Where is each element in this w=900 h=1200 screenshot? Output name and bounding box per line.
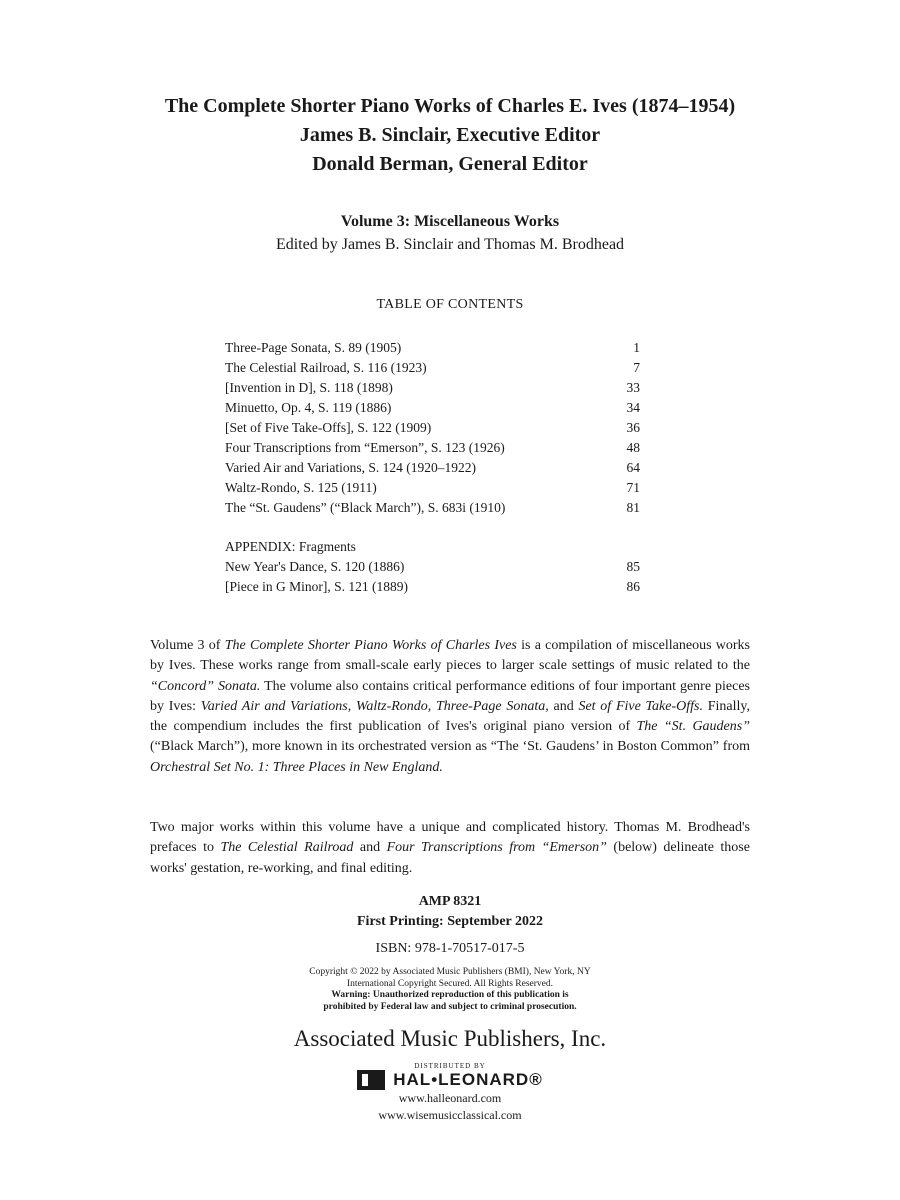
italic-title: Orchestral Set No. 1: Three Places in New England. <box>150 759 443 775</box>
toc-row <box>225 577 640 597</box>
publisher-urls <box>0 1090 900 1124</box>
toc-page: 64 <box>626 460 640 475</box>
italic-title: Set of Five Take-Offs. <box>578 698 703 714</box>
italic-title: “Concord” Sonata. <box>150 678 261 694</box>
isbn: ISBN: 978-1-70517-017-5 <box>375 941 525 956</box>
toc-title: [Set of Five Take-Offs], S. 122 (1909) <box>225 420 432 435</box>
hal-leonard-logo-icon <box>357 1070 385 1090</box>
toc-row <box>225 418 640 438</box>
toc-title: New Year's Dance, S. 120 (1886) <box>225 559 405 574</box>
italic-title: The “St. Gaudens” <box>636 719 751 735</box>
description-paragraph <box>150 636 750 778</box>
copyright-line: International Copyright Secured. All Rights Reserved. <box>346 978 554 989</box>
toc-title: Three-Page Sonata, S. 89 (1905) <box>225 340 402 355</box>
italic-title: Varied Air and Variations, Waltz-Rondo, Three-Page Sonata, <box>200 698 549 714</box>
toc-title: The “St. Gaudens” (“Black March”), S. 683i (1910) <box>225 500 506 515</box>
toc-page: 7 <box>633 360 640 375</box>
italic-title: Four Transcriptions from “Emerson” <box>386 840 607 856</box>
toc-title: Varied Air and Variations, S. 124 (1920–1922) <box>225 460 476 475</box>
toc-page: 86 <box>626 579 640 594</box>
italic-title: The Celestial Railroad <box>220 840 354 856</box>
toc-row <box>225 358 640 378</box>
copyright-line: Copyright © 2022 by Associated Music Publishers (BMI), New York, NY <box>309 967 591 977</box>
volume-editors: Edited by James B. Sinclair and Thomas M. Brodhead <box>275 236 625 253</box>
toc-row <box>225 438 640 458</box>
toc-title: [Piece in G Minor], S. 121 (1889) <box>225 579 408 594</box>
volume-title: Volume 3: Miscellaneous Works <box>340 213 560 230</box>
history-paragraph <box>150 818 750 879</box>
book-header <box>0 92 900 179</box>
toc-row <box>225 378 640 398</box>
copyright-notice <box>0 967 900 1013</box>
toc-row <box>225 498 640 518</box>
distributor-logo <box>0 1070 900 1090</box>
text: (“Black March”), more known in its orchestrated version as “The ‘St. Gaudens’ in Boston Common” from <box>150 739 750 755</box>
catalog-info <box>0 892 900 932</box>
toc-page: 1 <box>633 340 640 355</box>
toc-page: 34 <box>626 400 640 415</box>
warning-line: prohibited by Federal law and subject to criminal prosecution. <box>323 1001 577 1012</box>
text: Volume 3 of <box>150 638 225 653</box>
toc-title: [Invention in D], S. 118 (1898) <box>225 380 393 395</box>
toc-page: 81 <box>626 500 640 515</box>
general-editor: Donald Berman, General Editor <box>312 153 588 175</box>
catalog-number: AMP 8321 <box>418 894 482 909</box>
text: and <box>353 840 387 856</box>
executive-editor: James B. Sinclair, Executive Editor <box>299 124 601 146</box>
toc-title: The Celestial Railroad, S. 116 (1923) <box>225 360 427 375</box>
toc-page: 36 <box>626 420 640 435</box>
toc-heading: TABLE OF CONTENTS <box>376 297 524 312</box>
printing-date: First Printing: September 2022 <box>357 914 543 929</box>
toc-page: 33 <box>626 380 640 395</box>
toc-row <box>225 398 640 418</box>
toc-title: Waltz-Rondo, S. 125 (1911) <box>225 480 377 495</box>
publisher-name: Associated Music Publishers, Inc. <box>293 1026 607 1051</box>
warning-line: Warning: Unauthorized reproduction of this publication is <box>331 990 569 1000</box>
url-link[interactable]: www.halleonard.com <box>398 1091 502 1105</box>
toc-row <box>225 478 640 498</box>
series-title: The Complete Shorter Piano Works of Charles E. Ives (1874–1954) <box>164 95 736 117</box>
distributed-by: DISTRIBUTED BY <box>414 1062 486 1070</box>
toc-title: Four Transcriptions from “Emerson”, S. 123 (1926) <box>225 440 505 455</box>
toc-row <box>225 557 640 577</box>
text: Finally, the compendium includes the first publication of Ives's original piano version of <box>150 698 750 735</box>
text: and <box>548 698 579 714</box>
appendix-heading-row <box>225 537 640 557</box>
toc-title: Minuetto, Op. 4, S. 119 (1886) <box>225 400 392 415</box>
distributor-name: HAL•LEONARD® <box>393 1070 543 1089</box>
appendix-heading: APPENDIX: Fragments <box>225 539 356 554</box>
toc-row <box>225 338 640 358</box>
text: is a compilation of miscellaneous works by Ives. These works range from small-scale early pieces to larger scale settings of music related to the <box>150 638 750 674</box>
toc-row <box>225 458 640 478</box>
text: Two major works within this volume have a unique and complicated history. Thomas M. Brodhead's prefaces to <box>150 820 750 856</box>
toc-page: 71 <box>626 480 640 495</box>
table-of-contents <box>225 338 640 597</box>
toc-page: 85 <box>626 559 640 574</box>
italic-title: The Complete Shorter Piano Works of Charles Ives <box>224 638 517 653</box>
toc-page: 48 <box>626 440 640 455</box>
text: The volume also contains critical performance editions of four important genre pieces by Ives: <box>150 678 750 714</box>
text: (below) delineate those works' gestation, re-working, and final editing. <box>150 840 750 876</box>
url-link[interactable]: www.wisemusicclassical.com <box>378 1108 522 1122</box>
